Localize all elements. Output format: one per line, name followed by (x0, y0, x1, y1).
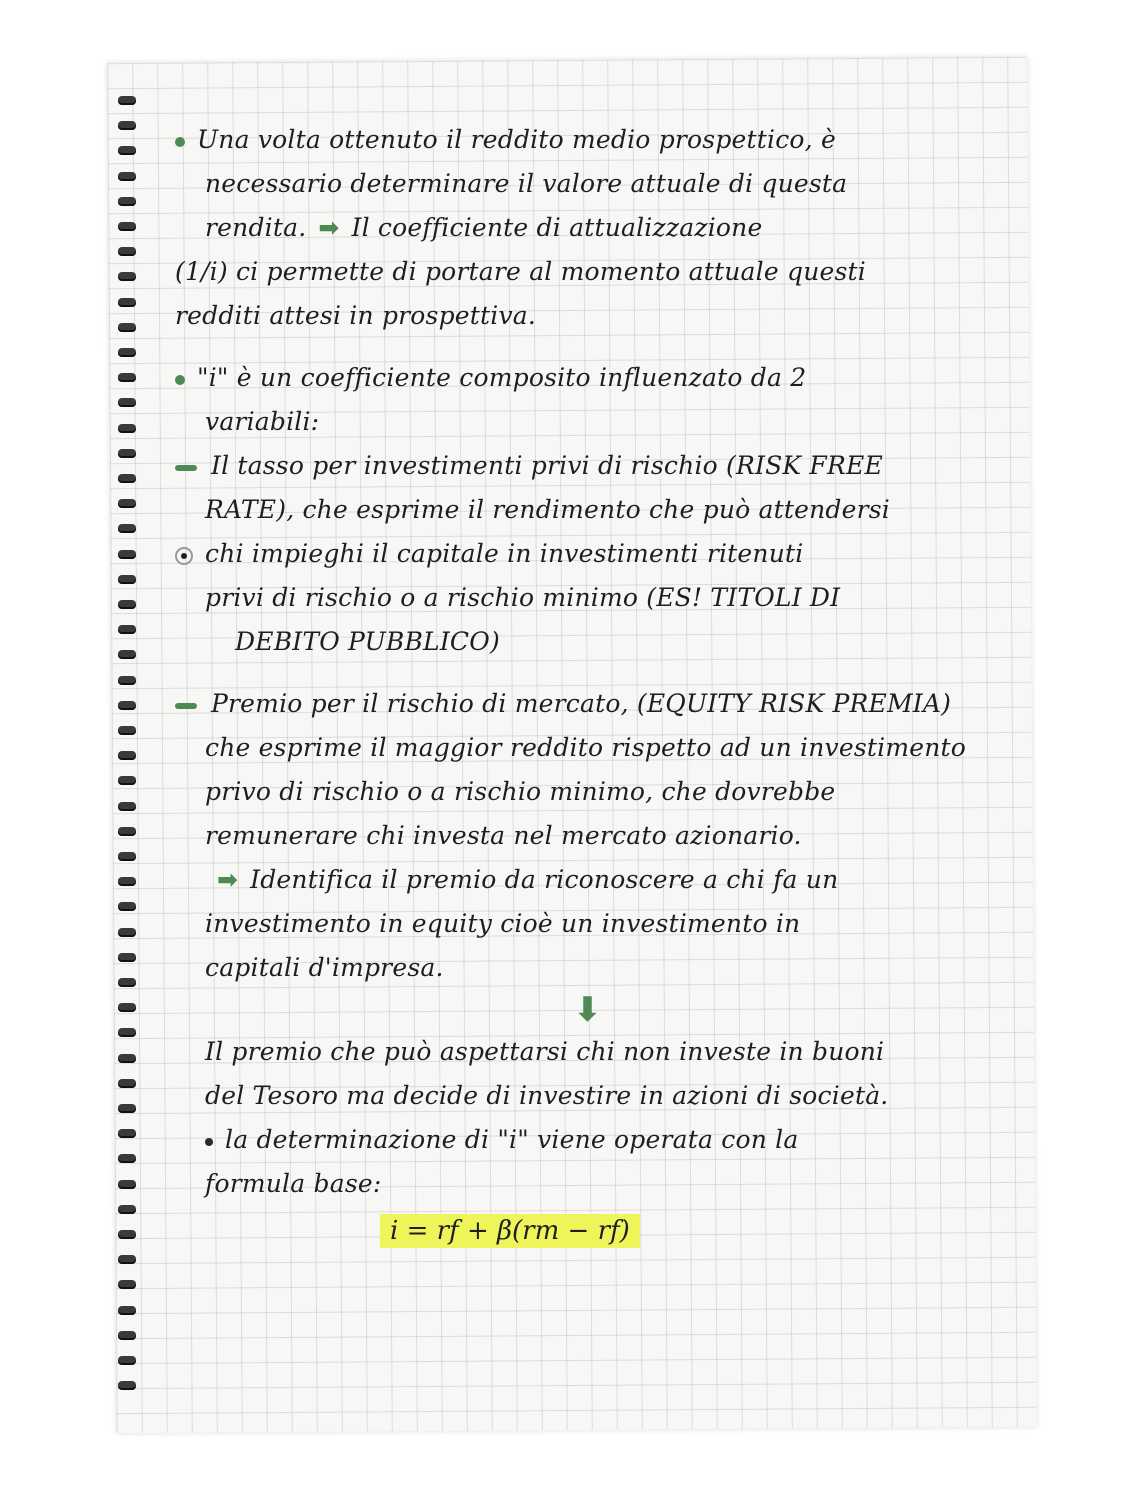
spiral-hole (118, 272, 136, 281)
spiral-hole (118, 499, 136, 508)
spiral-hole (118, 247, 136, 256)
spiral-hole (118, 172, 136, 181)
spiral-hole (118, 348, 136, 357)
spiral-hole (118, 1028, 136, 1037)
note-line (175, 946, 1010, 990)
spiral-hole (118, 298, 136, 307)
spiral-hole (118, 625, 136, 634)
note-text: Premio per il rischio di mercato, (EQUITY RISK PREMIA) (211, 689, 952, 718)
note-line (175, 1074, 1010, 1118)
note-text: del Tesoro ma decide di investire in azioni di società. (205, 1081, 889, 1110)
spiral-hole (118, 550, 136, 559)
spiral-hole (118, 751, 136, 760)
note-line (175, 858, 1010, 902)
spiral-hole (118, 1381, 136, 1390)
note-line (175, 1030, 1010, 1074)
green-bullet-icon (175, 137, 185, 147)
note-line (175, 162, 1010, 206)
note-text: Il tasso per investimenti privi di rischio (RISK FREE (211, 451, 883, 480)
spiral-hole (118, 373, 136, 382)
note-text: variabili: (205, 407, 320, 436)
spiral-hole (118, 902, 136, 911)
spiral-hole (118, 802, 136, 811)
spiral-hole (118, 1180, 136, 1189)
note-text: investimento in equity cioè un investimento in (205, 909, 801, 938)
spiral-hole (118, 928, 136, 937)
spiral-hole (118, 1205, 136, 1214)
spiral-hole (118, 222, 136, 231)
spiral-hole (118, 96, 136, 105)
note-line (175, 902, 1010, 946)
note-text: necessario determinare il valore attuale di questa (205, 169, 848, 198)
note-line (175, 1118, 1010, 1162)
spiral-hole (118, 953, 136, 962)
spiral-hole (118, 726, 136, 735)
spiral-hole (118, 1129, 136, 1138)
spiral-hole (118, 1280, 136, 1289)
spiral-hole (118, 676, 136, 685)
green-dash-icon (175, 703, 197, 709)
spiral-hole (118, 1054, 136, 1063)
spiral-hole (118, 121, 136, 130)
note-line (175, 726, 1010, 770)
note-line (175, 532, 1010, 576)
green-down-arrow-icon: ⬇ (573, 990, 602, 1030)
note-text: che esprime il maggior reddito rispetto ad un investimento (205, 733, 967, 762)
note-line (175, 1162, 1010, 1206)
note-text: privi di rischio o a rischio minimo (ES! TITOLI DI (205, 583, 841, 612)
note-line (175, 576, 1010, 620)
spiral-hole (118, 600, 136, 609)
note-line (175, 444, 1010, 488)
spiral-hole (118, 424, 136, 433)
spiral-hole (118, 1306, 136, 1315)
note-line (175, 118, 1010, 162)
spiral-hole (118, 978, 136, 987)
note-line (175, 682, 1010, 726)
note-line (175, 250, 1010, 294)
spiral-hole (118, 323, 136, 332)
note-line (175, 488, 1010, 532)
highlighted-formula: i = rf + β(rm − rf) (380, 1214, 640, 1248)
spiral-hole (118, 1331, 136, 1340)
spiral-hole (118, 1356, 136, 1365)
spiral-hole (118, 827, 136, 836)
note-line (175, 206, 1010, 250)
spiral-hole (118, 1230, 136, 1239)
formula-line (175, 1206, 1010, 1256)
note-text: Il premio che può aspettarsi chi non investe in buoni (205, 1037, 885, 1066)
note-text: capitali d'impresa. (205, 953, 444, 982)
note-line (175, 294, 1010, 338)
spiral-binding (112, 96, 142, 1406)
note-text: RATE), che esprime il rendimento che può attendersi (205, 495, 890, 524)
spiral-hole (118, 852, 136, 861)
spiral-hole (118, 449, 136, 458)
spiral-hole (118, 146, 136, 155)
note-text: DEBITO PUBBLICO) (235, 627, 500, 656)
dark-bullet-icon (205, 1138, 213, 1146)
spiral-hole (118, 701, 136, 710)
green-bullet-icon (175, 375, 185, 385)
circled-dot-icon (175, 547, 193, 565)
note-text: la determinazione di "i" viene operata con la (225, 1125, 799, 1154)
note-line (175, 770, 1010, 814)
green-dash-icon (175, 465, 197, 471)
spiral-hole (118, 575, 136, 584)
note-text: chi impieghi il capitale in investimenti ritenuti (205, 539, 804, 568)
green-arrow-icon: ➡ (318, 213, 340, 242)
note-line (175, 620, 1010, 664)
spiral-hole (118, 1255, 136, 1264)
spiral-hole (118, 524, 136, 533)
spiral-hole (118, 650, 136, 659)
note-text: remunerare chi investa nel mercato azionario. (205, 821, 802, 850)
spiral-hole (118, 1079, 136, 1088)
note-text: "i" è un coefficiente composito influenzato da 2 (197, 363, 807, 392)
handwritten-notes (175, 118, 1010, 1256)
spiral-hole (118, 1154, 136, 1163)
note-line (175, 356, 1010, 400)
spiral-hole (118, 398, 136, 407)
spiral-hole (118, 1003, 136, 1012)
note-text: privo di rischio o a rischio minimo, che dovrebbe (205, 777, 836, 806)
note-text: redditi attesi in prospettiva. (175, 301, 537, 330)
note-text: (1/i) ci permette di portare al momento attuale questi (175, 257, 866, 286)
spiral-hole (118, 197, 136, 206)
note-text: formula base: (205, 1169, 382, 1198)
note-line (175, 400, 1010, 444)
note-text: Identifica il premio da riconoscere a chi fa un (250, 865, 839, 894)
note-text: rendita. (205, 213, 307, 242)
spiral-hole (118, 474, 136, 483)
note-text: Il coefficiente di attualizzazione (351, 213, 763, 242)
note-line (175, 814, 1010, 858)
green-arrow-icon: ➡ (217, 865, 239, 894)
spiral-hole (118, 1104, 136, 1113)
spiral-hole (118, 877, 136, 886)
note-text: Una volta ottenuto il reddito medio prospettico, è (197, 125, 836, 154)
spiral-hole (118, 776, 136, 785)
